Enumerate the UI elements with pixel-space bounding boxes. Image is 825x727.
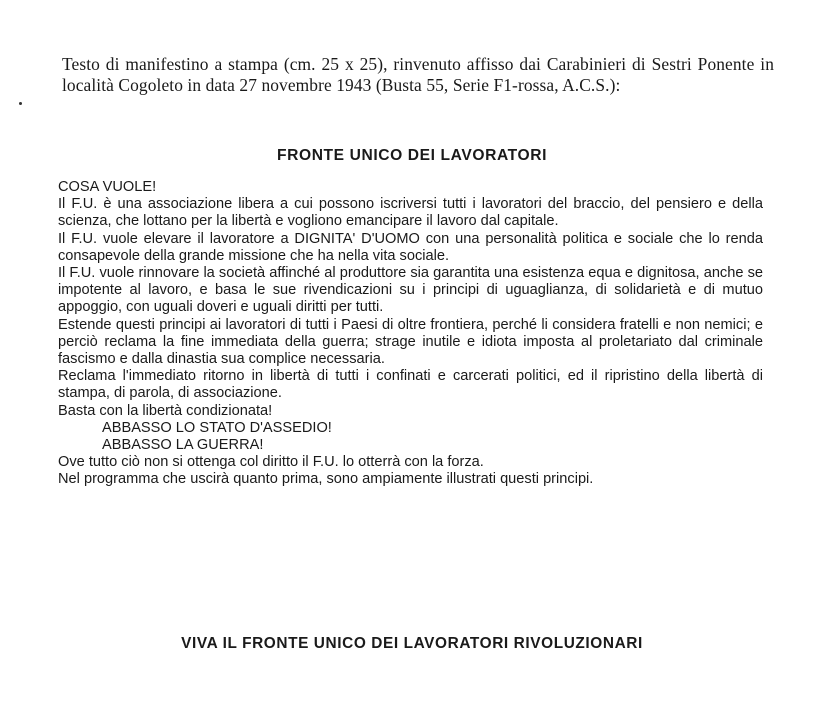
paragraph: Basta con la libertà condizionata!: [58, 402, 273, 419]
manifesto-title: FRONTE UNICO DEI LAVORATORI: [276, 147, 548, 164]
paragraph: Il F.U. vuole elevare il lavoratore a DIGNITA' D'UOMO con una personalità politica e sociale che lo renda consapevole della grande missione che ha nella vita sociale.: [58, 230, 763, 264]
paragraph: Il F.U. vuole rinnovare la società affinché al produttore sia garantita una esistenza equa e dignitosa, anche se impotente al lavoro, e basa le sue rivendicazioni su i principi di uguaglianza, di solidarietà e di mutuo appoggio, con uguali doveri e uguali diritti per tutti.: [58, 265, 763, 316]
paragraph: Estende questi principi ai lavoratori di tutti i Paesi di oltre frontiera, perché li considera fratelli e non nemici; e perciò reclama la fine immediata della guerra; strage inutile e idiota imposta al proletariato dal criminale fascismo e dalla dinastia sua complice necessaria.: [58, 316, 763, 368]
paragraph: Reclama l'immediato ritorno in libertà di tutti i confinati e carcerati politici, ed il ripristino della libertà di stampa, di parola, di associazione.: [58, 368, 763, 402]
final-line: Nel programma che uscirà quanto prima, sono ampiamente illustrati questi principi.: [58, 471, 594, 488]
final-line: Ove tutto ciò non si ottenga col diritto il F.U. lo otterrà con la forza.: [58, 454, 484, 471]
manifesto-body: [58, 179, 763, 489]
closing-slogan: VIVA IL FRONTE UNICO DEI LAVORATORI RIVOLUZIONARI: [181, 635, 643, 652]
slogan: ABBASSO LO STATO D'ASSEDIO!: [102, 419, 332, 436]
paragraph: Il F.U. è una associazione libera a cui possono iscriversi tutti i lavoratori del braccio, del pensiero e della scienza, che lottano per la libertà e vogliono emancipare il lavoro dal capitale.: [58, 196, 763, 230]
manifesto-heading: COSA VUOLE!: [58, 179, 157, 195]
slogan: ABBASSO LA GUERRA!: [102, 437, 264, 454]
intro-note: Testo di manifestino a stampa (cm. 25 x 25), rinvenuto affisso dai Carabinieri di Sestri Ponente in località Cogoleto in data 27 novembre 1943 (Busta 55, Serie F1-rossa, A.C.S.):: [62, 54, 774, 95]
stray-mark: [19, 102, 22, 105]
